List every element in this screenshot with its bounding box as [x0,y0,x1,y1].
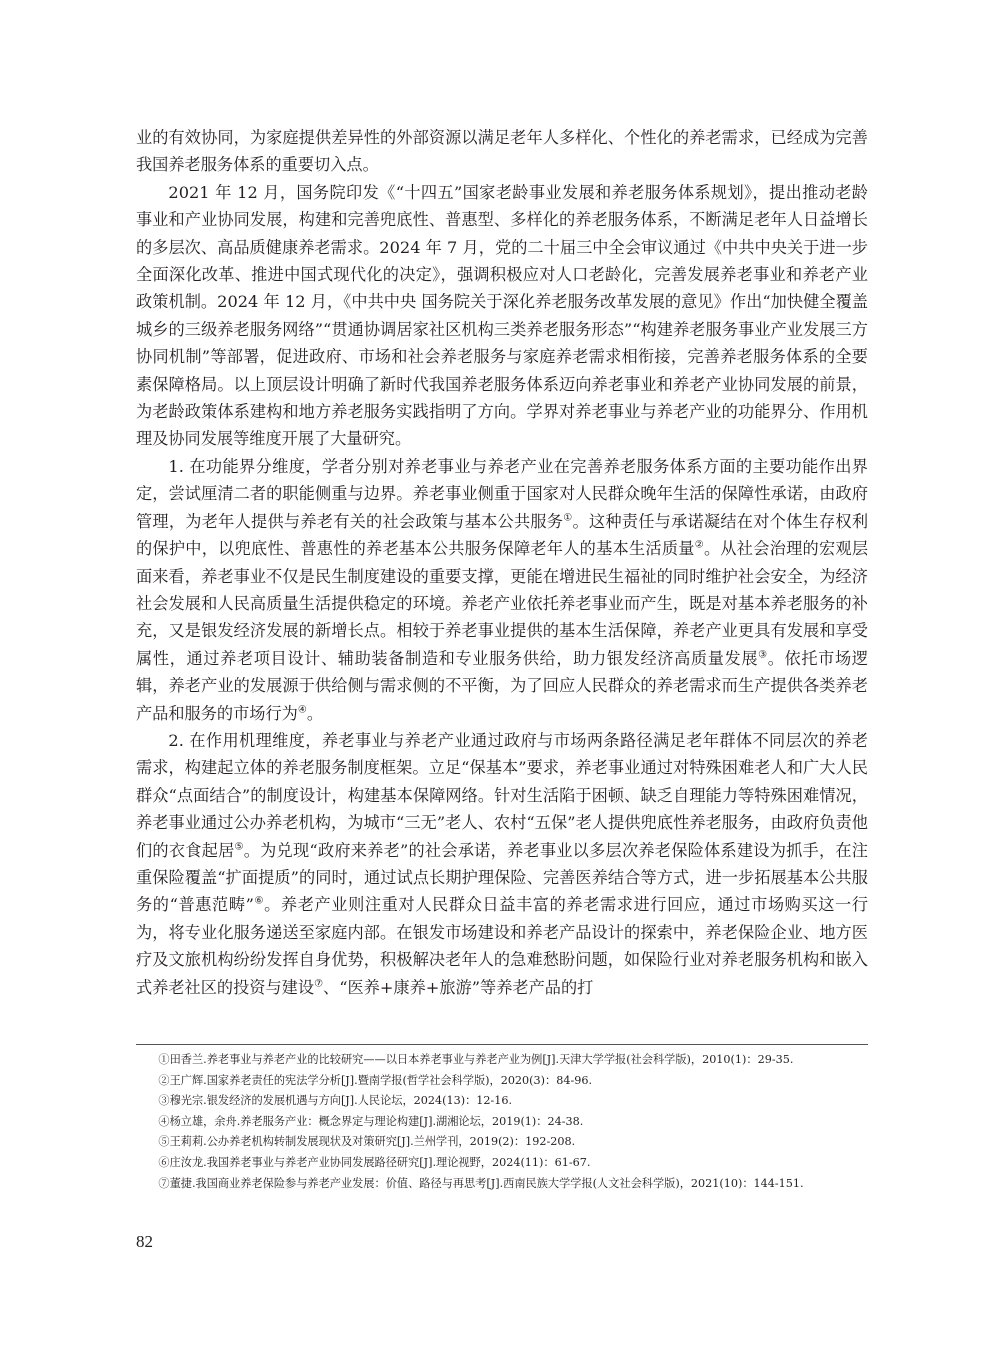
footnote-7: ⑦董捷.我国商业养老保险参与养老产业发展：价值、路径与再思考[J].西南民族大学学报(人文社会科学版)，2021(10)：144-151. [158,1176,804,1190]
footnote-1: ①田香兰.养老事业与养老产业的比较研究——以日本养老事业与养老产业为例[J].天津大学学报(社会科学版)，2010(1)：29-35. [158,1053,794,1066]
footnote-divider [136,1044,868,1045]
footnote-3: ③穆光宗.银发经济的发展机遇与方向[J].人民论坛，2024(13)：12-16. [158,1094,513,1108]
footnote-reference: ⑥ [253,895,265,907]
footnote-reference: ⑤ [234,841,244,853]
footnote-2: ②王广辉.国家养老责任的宪法学分析[J].暨南学报(哲学社会科学版)，2020(3)：84-96. [158,1073,593,1087]
footnote-reference: ④ [297,704,307,716]
paragraph-policy-background: 2021 年 12 月，国务院印发《“十四五”国家老龄事业发展和养老服务体系规划》，提出推动老龄事业和产业协同发展，构建和完善兜底性、普惠型、多样化的养老服务体系，不断满足老年人日益增长的多层次、高品质健康养老需求。2024 年 7 月，党的二十届三中全会审议通过《中共中央关于进一步全面深化改革、推进中国式现代化的决定》，强调积极应对人口老龄化，完善发展养老事业和养老产业政策机制。2024 年 12 月，《中共中央 国务院关于深化养老服务改革发展的意见》作出“加快健全覆盖城乡的三级养老服务网络”“贯通协调居家社区机构三类养老服务形态”“构建养老服务事业产业发展三方协同机制”等部署，促进政府、市场和社会养老服务与家庭养老需求相衔接，完善养老服务体系的全要素保障格局。以上顶层设计明确了新时代我国养老服务体系迈向养老事业和养老产业协同发展的前景，为老龄政策体系建构和地方养老服务实践指明了方向。学界对养老事业与养老产业的功能界分、作用机理及协同发展等维度开展了大量研究。 [136,182,868,449]
footnote-6: ⑥庄汝龙.我国养老事业与养老产业协同发展路径研究[J].理论视野，2024(11)：61-67. [158,1155,591,1169]
footnote-4: ④杨立雄，余舟.养老服务产业：概念界定与理论构建[J].湖湘论坛，2019(1)：24-38. [158,1114,584,1128]
footnote-reference: ⑦ [314,978,324,990]
footnote-5: ⑤王莉莉.公办养老机构转制发展现状及对策研究[J].兰州学刊，2019(2)：192-208. [158,1135,576,1149]
paragraph-mechanism: 2. 在作用机理维度，养老事业与养老产业通过政府与市场两条路径满足老年群体不同层次的养老需求，构建起立体的养老服务制度框架。立足“保基本”要求，养老事业通过对特殊困难老人和广大人民群众“点面结合”的制度设计，构建基本保障网络。针对生活陷于困顿、缺乏自理能力等特殊困难情况，养老事业通过公办养老机构，为城市“三无”老人、农村“五保”老人提供兜底性养老服务，由政府负责他们的衣食起居⑤。为兑现“政府来养老”的社会承诺，养老事业以多层次养老保险体系建设为抓手，在注重保险覆盖“扩面提质”的同时，通过试点长期护理保险、完善医养结合等方式，进一步拓展基本公共服务的“普惠范畴”⑥。养老产业则注重对人民群众日益丰富的养老需求进行回应，通过市场购买这一行为，将专业化服务递送至家庭内部。在银发市场建设和养老产品设计的探索中，养老保险企业、地方医疗及文旅机构纷纷发挥自身优势，积极解决老年人的急难愁盼问题，如保险行业对养老服务机构和嵌入式养老社区的投资与建设⑦、“医养+康养+旅游”等养老产品的打 [136,730,869,997]
paragraph-continuation: 业的有效协同，为家庭提供差异性的外部资源以满足老年人多样化、个性化的养老需求，已经成为完善我国养老服务体系的重要切入点。 [136,128,868,175]
footnote-reference: ① [563,512,573,524]
main-body-text [136,124,868,1001]
footnotes [136,1050,868,1194]
footnote-reference: ③ [758,649,768,661]
page-number: 82 [136,1232,153,1251]
footnote-reference: ② [694,539,704,551]
paragraph-functional-boundary: 1. 在功能界分维度，学者分别对养老事业与养老产业在完善养老服务体系方面的主要功能作出界定，尝试厘清二者的职能侧重与边界。养老事业侧重于国家对人民群众晚年生活的保障性承诺，由政府管理，为老年人提供与养老有关的社会政策与基本公共服务①。这种责任与承诺凝结在对个体生存权利的保护中，以兜底性、普惠性的养老基本公共服务保障老年人的基本生活质量②。从社会治理的宏观层面来看，养老事业不仅是民生制度建设的重要支撑，更能在增进民生福祉的同时维护社会安全，为经济社会发展和人民高质量生活提供稳定的环境。养老产业依托养老事业而产生，既是对基本养老服务的补充，又是银发经济发展的新增长点。相较于养老事业提供的基本生活保障，养老产业更具有发展和享受属性，通过养老项目设计、辅助装备制造和专业服务供给，助力银发经济高质量发展③。依托市场逻辑，养老产业的发展源于供给侧与需求侧的不平衡，为了回应人民群众的养老需求而生产提供各类养老产品和服务的市场行为④。 [136,456,869,723]
